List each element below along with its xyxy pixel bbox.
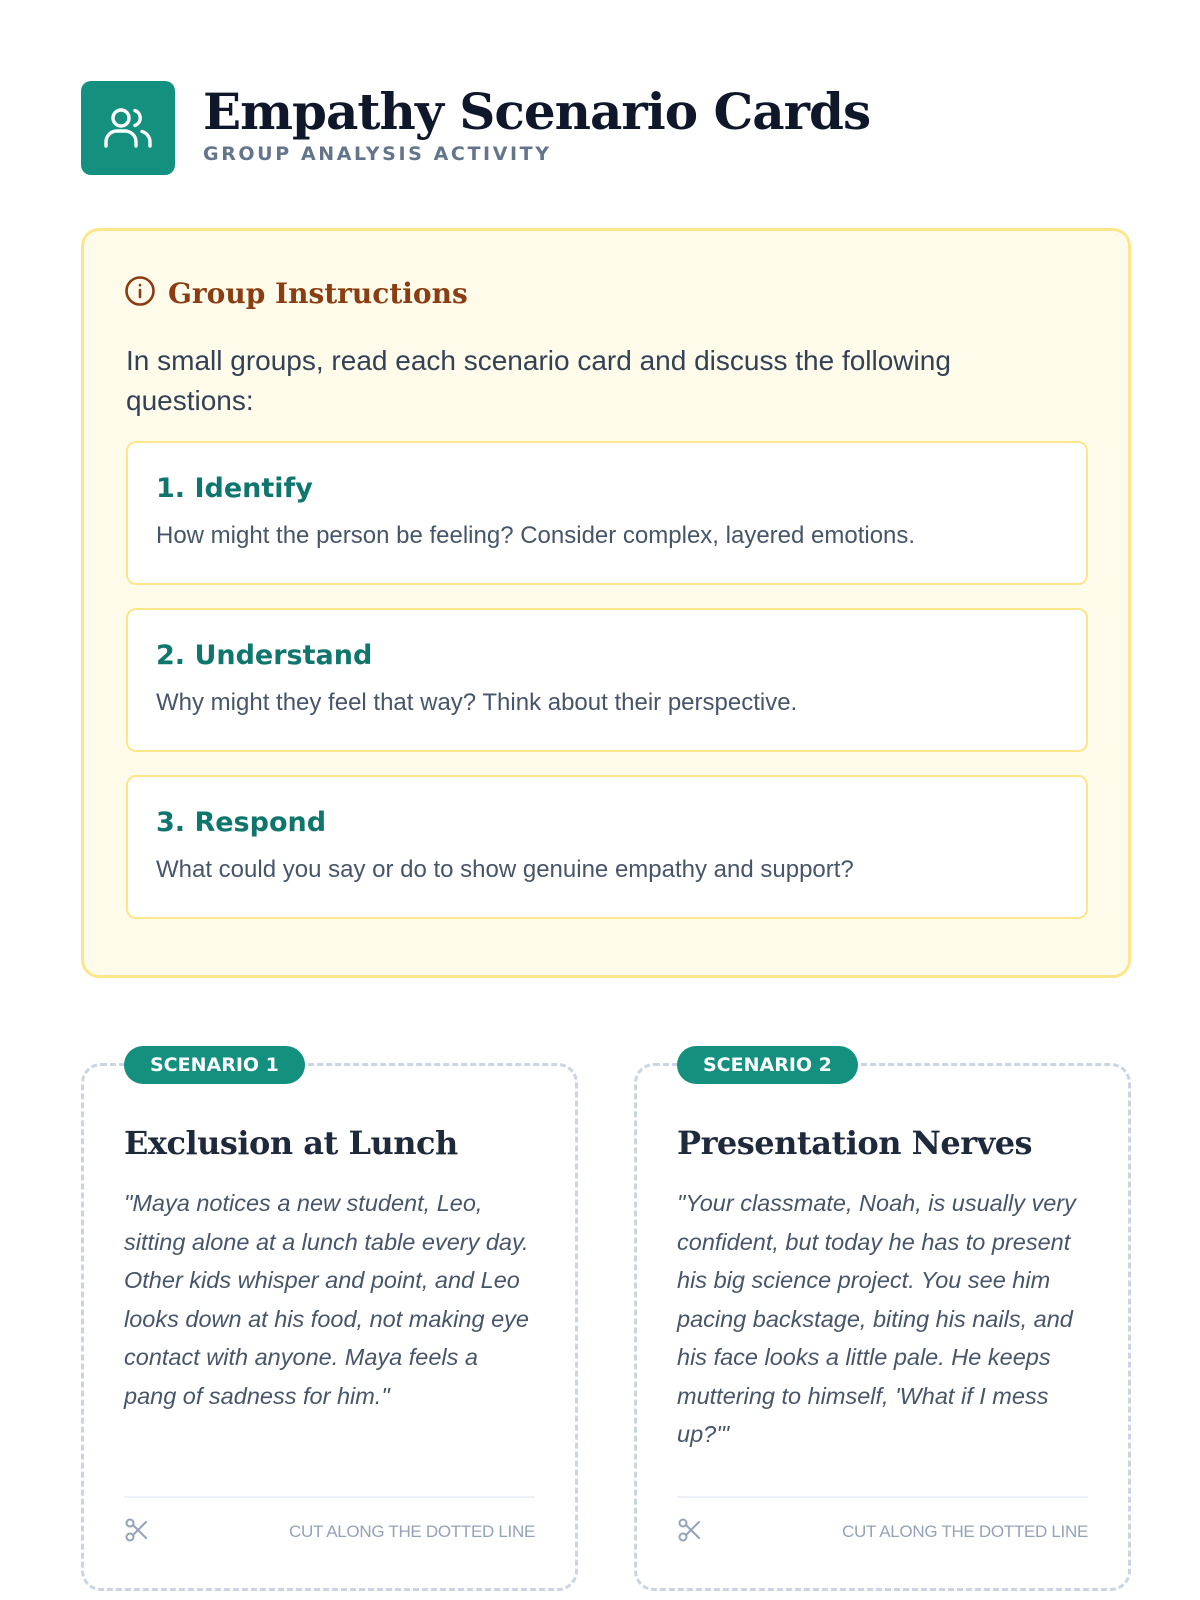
cut-instruction: CUT ALONG THE DOTTED LINE — [842, 1522, 1088, 1541]
instructions-title: Group Instructions — [168, 277, 468, 310]
question-description: Why might they feel that way? Think about their perspective. — [156, 689, 798, 716]
scenario-card-2 — [634, 1054, 1131, 1591]
cut-line-footer — [677, 1496, 1088, 1566]
scissors-icon — [677, 1517, 703, 1548]
cut-instruction: CUT ALONG THE DOTTED LINE — [289, 1522, 535, 1541]
question-description: How might the person be feeling? Consider complex, layered emotions. — [156, 522, 916, 549]
page-header — [81, 81, 870, 175]
question-card-understand — [126, 608, 1088, 752]
scenario-title: Exclusion at Lunch — [124, 1124, 458, 1162]
question-title: 1. Identify — [156, 473, 313, 504]
info-icon — [124, 275, 156, 312]
instructions-heading — [124, 275, 468, 312]
question-card-respond — [126, 775, 1088, 919]
scenario-text: "Your classmate, Noah, is usually very confident, but today he has to present his big science project. You see him pacing backstage, biting his nails, and his face looks a little pale. He keeps muttering to himself, 'What if I mess up?'" — [677, 1190, 1076, 1447]
scenario-badge: SCENARIO 1 — [124, 1046, 305, 1084]
page-subtitle: GROUP ANALYSIS ACTIVITY — [203, 143, 552, 165]
question-card-identify — [126, 441, 1088, 585]
question-title: 3. Respond — [156, 807, 327, 838]
question-description: What could you say or do to show genuine empathy and support? — [156, 856, 854, 883]
scenario-title: Presentation Nerves — [677, 1124, 1033, 1162]
instructions-intro: In small groups, read each scenario card and discuss the following questions: — [126, 345, 951, 416]
question-title: 2. Understand — [156, 640, 373, 671]
scissors-icon — [124, 1517, 150, 1548]
scenario-badge: SCENARIO 2 — [677, 1046, 858, 1084]
users-icon — [81, 81, 175, 175]
scenario-card-1 — [81, 1054, 578, 1591]
group-instructions-panel — [81, 228, 1131, 978]
scenario-text: "Maya notices a new student, Leo, sitting alone at a lunch table every day. Other kids whisper and point, and Leo looks down at his food, not making eye contact with anyone. Maya feels a pang of sadness for him." — [124, 1190, 529, 1409]
page-title: Empathy Scenario Cards — [203, 82, 871, 141]
cut-line-footer — [124, 1496, 535, 1566]
